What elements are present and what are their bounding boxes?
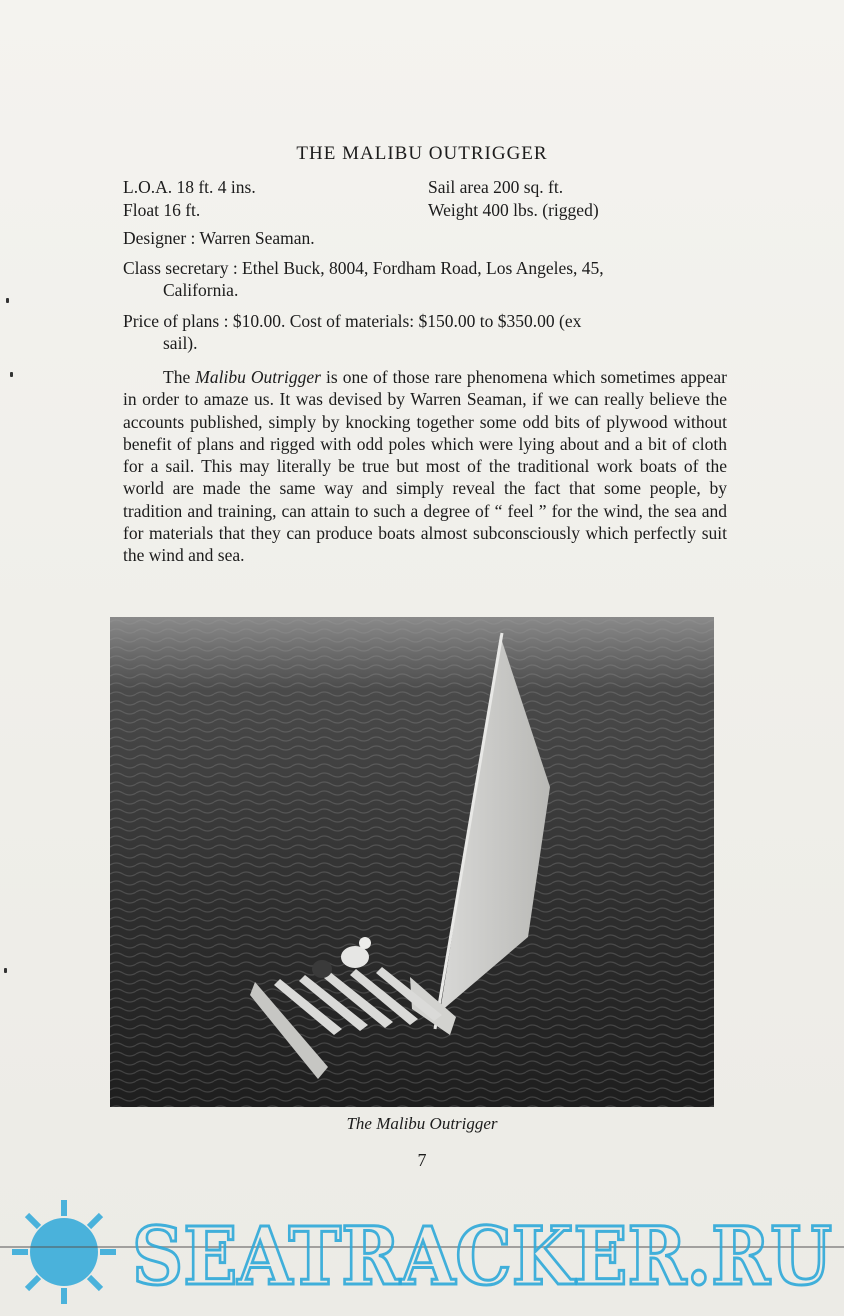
class-secretary-line-1: Class secretary : Ethel Buck, 8004, Fordham Road, Los Angeles, 45, — [123, 258, 604, 278]
margin-speck — [4, 968, 7, 973]
outrigger-photo — [110, 617, 714, 1107]
wave-texture — [110, 617, 714, 1107]
class-secretary-line-2: California. — [163, 280, 239, 300]
page-title: THE MALIBU OUTRIGGER — [296, 143, 548, 164]
specs-right-column — [428, 176, 599, 222]
watermark-text: SEATRACKER.RU — [132, 1209, 832, 1303]
price-line-1: Price of plans : $10.00. Cost of materials: $150.00 to $350.00 (ex — [123, 311, 582, 331]
body-paragraph — [123, 366, 727, 567]
class-secretary — [123, 257, 733, 301]
price-info — [123, 310, 733, 354]
specs-left-column — [123, 176, 256, 222]
spec-loa: L.O.A. 18 ft. 4 ins. — [123, 177, 256, 197]
margin-speck — [6, 298, 9, 303]
spec-sail-area: Sail area 200 sq. ft. — [428, 177, 564, 197]
spec-weight: Weight 400 lbs. (rigged) — [428, 200, 599, 220]
designer-line: Designer : Warren Seaman. — [123, 228, 315, 248]
margin-speck — [10, 372, 13, 377]
crew-head — [359, 937, 371, 949]
seatracker-watermark — [0, 1190, 844, 1316]
paragraph-body: is one of those rare phenomena which sometimes appear in order to amaze us. It was devised by Warren Seaman, if we can really believe the accounts published, simply by knocking together some odd bits of plywood without benefit of plans and rigged with odd poles which were lying about and a bit of cloth for a sail. This may literally be true but most of the traditional work boats of the world are made the same way and simply reveal the fact that some people, by tradition and training, can attain to such a degree of “ feel ” for the wind, the sea and for materials that they can produce boats almost subconsciously which perfectly suit the wind and sea. — [123, 367, 728, 566]
photo-caption: The Malibu Outrigger — [346, 1114, 498, 1133]
price-line-2: sail). — [163, 333, 198, 353]
page-number: 7 — [417, 1150, 427, 1170]
boat-name-italic: Malibu Outrigger — [195, 367, 321, 387]
outrigger-photo-illustration — [110, 617, 714, 1107]
crew-member-dark — [312, 960, 332, 978]
spec-float: Float 16 ft. — [123, 200, 201, 220]
paragraph-lead: The — [163, 367, 196, 387]
crew-member — [341, 946, 369, 968]
